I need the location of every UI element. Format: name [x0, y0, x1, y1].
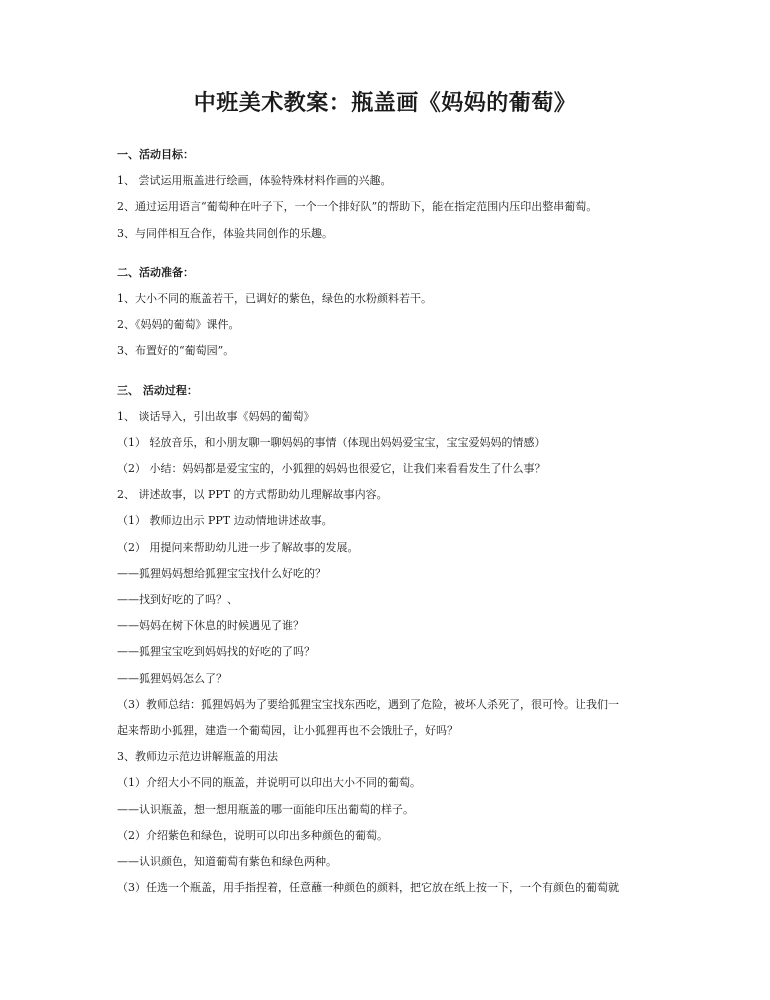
preparation-item: 1、大小不同的瓶盖若干，已调好的紫色，绿色的水粉颜料若干。: [117, 291, 432, 305]
process-line: （2）介绍紫色和绿色，说明可以印出多种颜色的葡萄。: [117, 828, 388, 842]
goal-item: 1、 尝试运用瓶盖进行绘画，体验特殊材料作画的兴趣。: [117, 174, 392, 188]
process-line: （3）教师总结：狐狸妈妈为了要给狐狸宝宝找东西吃，遇到了危险，被坏人杀死了，很可怜。让我们一: [117, 697, 619, 711]
section-heading-process: 三、 活动过程：: [117, 383, 198, 397]
process-line: ——狐狸宝宝吃到妈妈找的好吃的了吗？: [117, 645, 315, 659]
process-line: ——找到好吃的了吗？、: [117, 593, 238, 606]
section-heading-goals: 一、活动目标：: [117, 148, 194, 161]
section-gap: [117, 247, 677, 260]
section-gap: [117, 365, 677, 378]
process-line: ——妈妈在树下休息的时候遇见了谁？: [117, 619, 304, 633]
process-line: （3）任选一个瓶盖，用手指捏着，任意蘸一种颜色的颜料，把它放在纸上按一下，一个有颜色的葡萄就: [117, 881, 619, 895]
process-line: ——狐狸妈妈想给狐狸宝宝找什么好吃的？: [117, 566, 326, 580]
process-line: 1、 谈话导入，引出故事《妈妈的葡萄》: [117, 409, 315, 423]
goal-item: 3、与同伴相互合作，体验共同创作的乐趣。: [117, 226, 333, 240]
process-line: 起来帮助小狐狸，建造一个葡萄园，让小狐狸再也不会饿肚子，好吗？: [117, 723, 458, 737]
process-line: （2） 小结：妈妈都是爱宝宝的，小狐狸的妈妈也很爱它，让我们来看看发生了什么事？: [117, 462, 546, 476]
process-line: （1） 轻放音乐，和小朋友聊一聊妈妈的事情（体现出妈妈爱宝宝，宝宝爱妈妈的情感）: [117, 435, 546, 449]
preparation-item: 2、《妈妈的葡萄》课件。: [117, 318, 240, 332]
preparation-item: 3、布置好的“葡萄园”。: [117, 344, 235, 358]
page-title: 中班美术教案：瓶盖画《妈妈的葡萄》: [193, 90, 577, 116]
process-line: （1） 教师边出示 PPT 边动情地讲述故事。: [117, 514, 333, 528]
section-heading-preparation: 二、活动准备：: [117, 265, 194, 279]
process-line: ——狐狸妈妈怎么了？: [117, 671, 227, 685]
goal-item: 2、通过运用语言“葡萄种在叶子下，一个一个排好队”的帮助下，能在指定范围内压印出整串葡萄。: [117, 200, 598, 214]
process-line: 2、 讲述故事，以 PPT 的方式帮助幼儿理解故事内容。: [117, 488, 388, 502]
process-line: （2） 用提问来帮助幼儿进一步了解故事的发展。: [117, 540, 359, 554]
process-line: ——认识瓶盖，想一想用瓶盖的哪一面能印压出葡萄的样子。: [117, 802, 414, 816]
process-line: （1）介绍大小不同的瓶盖，并说明可以印出大小不同的葡萄。: [117, 776, 421, 790]
process-line: ——认识颜色，知道葡萄有紫色和绿色两种。: [117, 854, 337, 868]
document-body: [117, 142, 677, 901]
process-line: 3、教师边示范边讲解瓶盖的用法: [117, 750, 278, 764]
